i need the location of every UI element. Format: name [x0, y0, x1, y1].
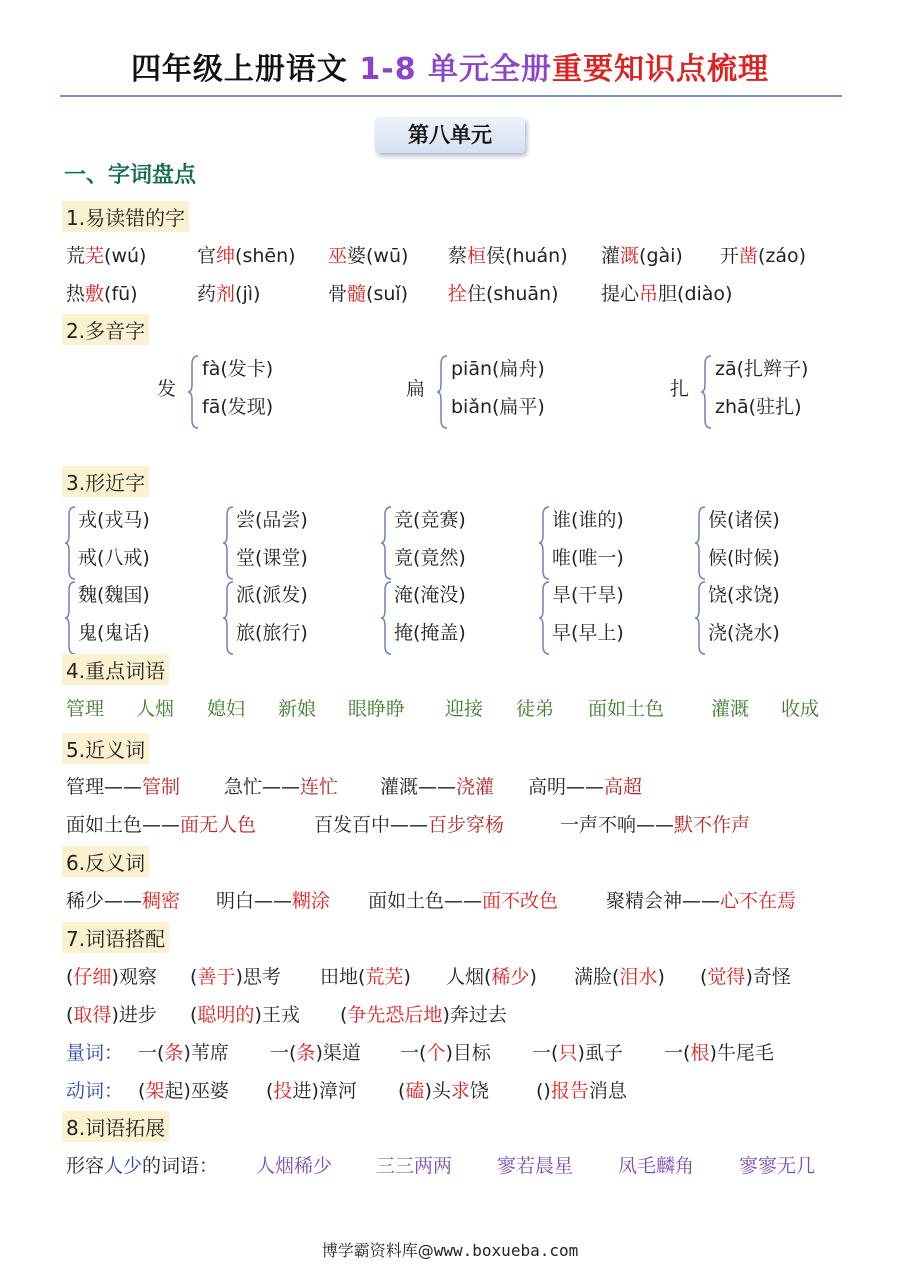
subheading-polyphonic: 2.多音字 — [62, 314, 149, 345]
similar-char: 竟(竟然) — [394, 547, 466, 569]
brace-icon — [380, 580, 392, 656]
synonym-pair: 高明——高超 — [528, 776, 643, 798]
measure-word: 一(根)牛尾毛 — [664, 1042, 774, 1064]
misread-item: 荒芜(wú) — [66, 245, 147, 267]
similar-char: 掩(掩盖) — [394, 622, 466, 644]
misread-item: 巫婆(wū) — [328, 245, 409, 267]
similar-char: 淹(淹没) — [394, 584, 466, 606]
title-divider — [60, 95, 842, 97]
subheading-misread: 1.易读错的字 — [62, 201, 189, 232]
synonym-pair: 急忙——连忙 — [224, 776, 339, 798]
polyphonic-reading: fā(发现) — [202, 396, 274, 418]
brace-icon — [538, 505, 550, 581]
polyphonic-reading: zhā(驻扎) — [715, 396, 802, 418]
footer-watermark — [0, 1238, 900, 1261]
misread-item: 灌溉(gài) — [601, 245, 683, 267]
brace-icon — [694, 505, 706, 581]
brace-icon — [538, 580, 550, 656]
collocation: 满脸(泪水) — [574, 966, 665, 988]
collocation: (争先恐后地)奔过去 — [340, 1004, 507, 1026]
collocation: (仔细)观察 — [66, 966, 157, 988]
collocation: (善于)思考 — [190, 966, 281, 988]
verb-phrase: (投进)漳河 — [266, 1080, 357, 1102]
subheading-antonyms: 6.反义词 — [62, 846, 149, 877]
title-part3: 重要知识点梳理 — [552, 52, 770, 87]
key-word: 面如土色 — [588, 698, 665, 720]
polyphonic-reading: biǎn(扁平) — [451, 396, 545, 418]
brace-icon — [436, 354, 448, 430]
synonym-pair: 百发百中——百步穿杨 — [314, 814, 505, 836]
expansion-word: 凤毛麟角 — [618, 1155, 695, 1177]
polyphonic-char: 扁 — [406, 378, 426, 400]
synonym-pair: 管理——管制 — [66, 776, 181, 798]
footer-source: 博学霸资料库@ — [321, 1241, 434, 1260]
subheading-similar-chars: 3.形近字 — [62, 466, 149, 497]
expansion-word: 三三两两 — [376, 1155, 453, 1177]
key-word: 人烟 — [136, 698, 175, 720]
polyphonic-reading: fà(发卡) — [202, 358, 274, 380]
verbs-label: 动词： — [66, 1080, 124, 1102]
misread-item: 蔡桓侯(huán) — [448, 245, 568, 267]
brace-icon — [187, 354, 199, 430]
similar-char: 唯(唯一) — [552, 547, 624, 569]
unit-label: 第八单元 — [375, 117, 525, 153]
expansion-word: 寥寥无几 — [739, 1155, 816, 1177]
brace-icon — [694, 580, 706, 656]
key-word: 媳妇 — [207, 698, 246, 720]
subheading-synonyms: 5.近义词 — [62, 733, 149, 764]
key-word: 徒弟 — [516, 698, 555, 720]
similar-char: 竞(竞赛) — [394, 509, 466, 531]
expansion-prefix: 形容人少的词语： — [66, 1155, 219, 1177]
synonym-pair: 面如土色——面无人色 — [66, 814, 257, 836]
similar-char: 鬼(鬼话) — [78, 622, 150, 644]
collocation: 人烟(稀少) — [446, 966, 537, 988]
antonym-pair: 稀少——稠密 — [66, 890, 181, 912]
measure-word: 一(个)目标 — [400, 1042, 491, 1064]
similar-char: 候(时候) — [708, 547, 780, 569]
measure-words-label: 量词： — [66, 1042, 124, 1064]
misread-item: 药剂(jì) — [197, 283, 261, 305]
section-heading: 一、字词盘点 — [64, 163, 197, 188]
verb-phrase: (磕)头求饶 — [398, 1080, 489, 1102]
synonym-pair: 一声不响——默不作声 — [560, 814, 751, 836]
similar-char: 魏(魏国) — [78, 584, 150, 606]
brace-icon — [222, 505, 234, 581]
subheading-key-words: 4.重点词语 — [62, 654, 169, 685]
polyphonic-char: 发 — [157, 378, 177, 400]
similar-char: 谁(谁的) — [552, 509, 624, 531]
title-part2: 1-8 单元全册 — [359, 52, 553, 87]
similar-char: 戎(戎马) — [78, 509, 150, 531]
polyphonic-reading: piān(扁舟) — [451, 358, 545, 380]
expansion-word: 寥若晨星 — [497, 1155, 574, 1177]
misread-item: 提心吊胆(diào) — [601, 283, 733, 305]
antonym-pair: 聚精会神——心不在焉 — [606, 890, 797, 912]
similar-char: 早(早上) — [552, 622, 624, 644]
collocation: 田地(荒芜) — [320, 966, 411, 988]
antonym-pair: 面如土色——面不改色 — [368, 890, 559, 912]
misread-item: 开凿(záo) — [720, 245, 807, 267]
misread-item: 官绅(shēn) — [197, 245, 296, 267]
misread-item: 拴住(shuān) — [448, 283, 559, 305]
similar-char: 饶(求饶) — [708, 584, 780, 606]
antonym-pair: 明白——糊涂 — [216, 890, 331, 912]
verb-phrase: (架起)巫婆 — [138, 1080, 229, 1102]
polyphonic-char: 扎 — [670, 378, 690, 400]
polyphonic-reading: zā(扎辫子) — [715, 358, 809, 380]
key-word: 收成 — [781, 698, 820, 720]
similar-char: 旱(干旱) — [552, 584, 624, 606]
similar-char: 侯(诸侯) — [708, 509, 780, 531]
brace-icon — [700, 354, 712, 430]
document-title — [0, 44, 900, 88]
collocation: (聪明的)王戎 — [190, 1004, 300, 1026]
measure-word: 一(条)苇席 — [138, 1042, 229, 1064]
subheading-word-expansion: 8.词语拓展 — [62, 1111, 169, 1142]
similar-char: 尝(品尝) — [236, 509, 308, 531]
synonym-pair: 灌溉——浇灌 — [380, 776, 495, 798]
measure-word: 一(条)渠道 — [270, 1042, 361, 1064]
similar-char: 派(派发) — [236, 584, 308, 606]
brace-icon — [64, 580, 76, 656]
brace-icon — [64, 505, 76, 581]
similar-char: 戒(八戒) — [78, 547, 150, 569]
brace-icon — [222, 580, 234, 656]
footer-url: www.boxueba.com — [433, 1241, 579, 1260]
brace-icon — [380, 505, 392, 581]
key-word: 眼睁睁 — [348, 698, 406, 720]
key-word: 新娘 — [278, 698, 317, 720]
misread-item: 骨髓(suǐ) — [328, 283, 409, 305]
measure-word: 一(只)虱子 — [532, 1042, 623, 1064]
similar-char: 旅(旅行) — [236, 622, 308, 644]
title-part1: 四年级上册语文 — [130, 52, 360, 87]
misread-item: 热敷(fū) — [66, 283, 138, 305]
key-word: 迎接 — [445, 698, 484, 720]
verb-phrase: ()报告消息 — [536, 1080, 627, 1102]
collocation: (取得)进步 — [66, 1004, 157, 1026]
similar-char: 浇(浇水) — [708, 622, 780, 644]
similar-char: 堂(课堂) — [236, 547, 308, 569]
key-word: 管理 — [66, 698, 105, 720]
expansion-word: 人烟稀少 — [256, 1155, 333, 1177]
subheading-collocations: 7.词语搭配 — [62, 922, 169, 953]
collocation: (觉得)奇怪 — [700, 966, 791, 988]
key-word: 灌溉 — [711, 698, 750, 720]
